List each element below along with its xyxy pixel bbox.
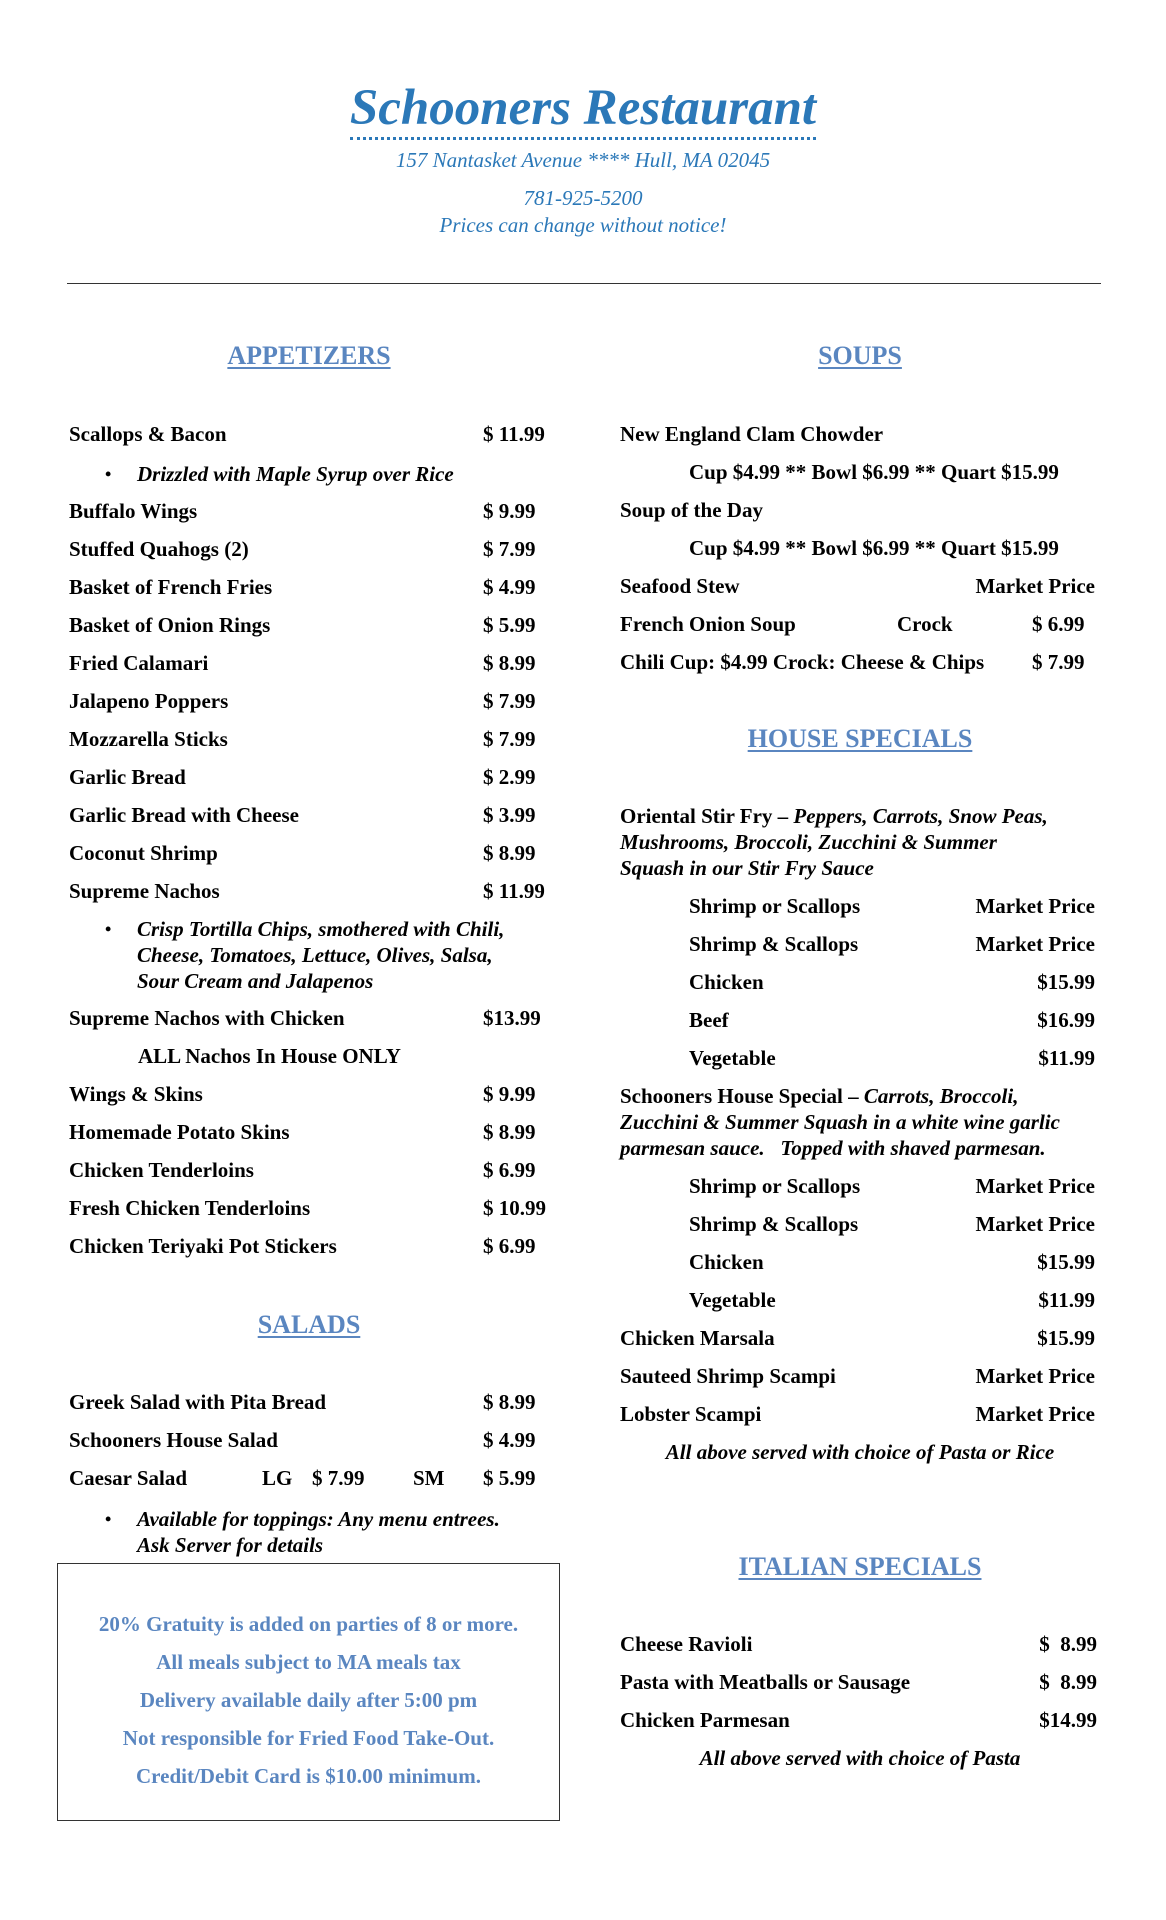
stir-fry-name: Oriental Stir Fry –	[620, 804, 794, 828]
toppings-note-line: Ask Server for details	[137, 1533, 324, 1557]
stir-fry-line-1	[620, 803, 1048, 829]
toppings-note-line: Available for toppings: Any menu entrees.	[137, 1507, 500, 1531]
menu-item-name: Basket of French Fries	[69, 575, 273, 599]
nachos-in-house-note: ALL Nachos In House ONLY	[138, 1044, 401, 1068]
notice-line: 20% Gratuity is added on parties of 8 or more.	[98, 1612, 519, 1636]
menu-item-name: Fresh Chicken Tenderloins	[69, 1196, 311, 1220]
menu-item-name: Mozzarella Sticks	[69, 727, 228, 751]
restaurant-phone: 781-925-5200	[523, 186, 643, 210]
soup-price: $ 6.99	[1032, 612, 1085, 636]
house-special-name: Schooners House Special –	[620, 1084, 864, 1108]
italian-specials-heading: ITALIAN SPECIALS	[738, 1552, 982, 1581]
chili-price: $ 7.99	[1032, 650, 1085, 674]
stir-fry-desc: Mushrooms, Broccoli, Zucchini & Summer	[620, 830, 997, 854]
house-specials-heading: HOUSE SPECIALS	[747, 724, 973, 753]
stir-fry-desc: Peppers, Carrots, Snow Peas,	[793, 804, 1048, 828]
menu-item-price: $ 8.99	[483, 651, 536, 675]
menu-item-name: Chicken Marsala	[620, 1326, 775, 1350]
menu-item-name: Pasta with Meatballs or Sausage	[620, 1670, 911, 1694]
soup-name: New England Clam Chowder	[620, 422, 884, 446]
soups-heading: SOUPS	[818, 341, 902, 370]
menu-item-price: $14.99	[1039, 1708, 1097, 1732]
option-price: Market Price	[975, 932, 1095, 956]
option-name: Shrimp & Scallops	[689, 1212, 859, 1236]
menu-item-name: Chicken Teriyaki Pot Stickers	[69, 1234, 337, 1258]
soup-sizes: Cup $4.99 ** Bowl $6.99 ** Quart $15.99	[689, 460, 1059, 484]
soup-name: French Onion Soup	[620, 612, 796, 636]
menu-item-price: $ 3.99	[483, 803, 536, 827]
menu-item-name: Sauteed Shrimp Scampi	[620, 1364, 836, 1388]
option-name: Shrimp or Scallops	[689, 894, 861, 918]
menu-item-name: Stuffed Quahogs (2)	[69, 537, 249, 561]
caesar-sm-label: SM	[413, 1466, 445, 1490]
menu-item-name: Basket of Onion Rings	[69, 613, 271, 637]
menu-item-name: Chicken Parmesan	[620, 1708, 790, 1732]
menu-item-name: Lobster Scampi	[620, 1402, 762, 1426]
menu-item-price: $ 9.99	[483, 499, 536, 523]
notice-line: All meals subject to MA meals tax	[156, 1650, 461, 1674]
menu-item-price: Market Price	[975, 1364, 1095, 1388]
menu-item-price: $ 9.99	[483, 1082, 536, 1106]
option-price: $15.99	[1037, 1250, 1095, 1274]
menu-item-name: Homemade Potato Skins	[69, 1120, 290, 1144]
house-served-note: All above served with choice of Pasta or Rice	[665, 1440, 1055, 1464]
menu-item-price: $ 7.99	[483, 727, 536, 751]
house-special-desc: Carrots, Broccoli,	[863, 1084, 1019, 1108]
header-divider	[67, 283, 1101, 284]
chili-line: Chili Cup: $4.99 Crock: Cheese & Chips	[620, 650, 985, 674]
option-name: Vegetable	[689, 1288, 776, 1312]
nachos-note-line: Cheese, Tomatoes, Lettuce, Olives, Salsa,	[137, 943, 493, 967]
menu-item-name: Greek Salad with Pita Bread	[69, 1390, 327, 1414]
menu-item-price: Market Price	[975, 1402, 1095, 1426]
option-price: $11.99	[1038, 1288, 1095, 1312]
menu-item-name: Garlic Bread with Cheese	[69, 803, 299, 827]
soup-price: Market Price	[975, 574, 1095, 598]
option-name: Vegetable	[689, 1046, 776, 1070]
price-change-notice: Prices can change without notice!	[439, 213, 727, 237]
option-price: $11.99	[1038, 1046, 1095, 1070]
nachos-note-line: Sour Cream and Jalapenos	[137, 969, 374, 993]
menu-item-name: Fried Calamari	[69, 651, 209, 675]
nachos-note-line: Crisp Tortilla Chips, smothered with Chili,	[137, 917, 505, 941]
bullet-icon: •	[105, 919, 112, 939]
menu-item-price: $ 5.99	[483, 613, 536, 637]
menu-item-name: Coconut Shrimp	[69, 841, 218, 865]
soup-name: Soup of the Day	[620, 498, 763, 522]
stir-fry-desc: Squash in our Stir Fry Sauce	[620, 856, 874, 880]
notice-line: Not responsible for Fried Food Take-Out.	[122, 1726, 495, 1750]
menu-item-price: $ 11.99	[483, 422, 545, 446]
menu-item-price: $ 6.99	[483, 1158, 536, 1182]
caesar-lg-label: LG	[262, 1466, 293, 1490]
scallops-note: Drizzled with Maple Syrup over Rice	[137, 462, 454, 486]
menu-item-price: $ 4.99	[483, 575, 536, 599]
menu-item-price: $ 8.99	[483, 1120, 536, 1144]
option-name: Shrimp & Scallops	[689, 932, 859, 956]
soup-size: Crock	[897, 612, 953, 636]
caesar-lg-price: $ 7.99	[312, 1466, 365, 1490]
option-name: Beef	[689, 1008, 729, 1032]
option-name: Chicken	[689, 970, 764, 994]
bullet-icon: •	[105, 464, 112, 484]
soup-sizes: Cup $4.99 ** Bowl $6.99 ** Quart $15.99	[689, 536, 1059, 560]
menu-item-name: Chicken Tenderloins	[69, 1158, 254, 1182]
salads-heading: SALADS	[257, 1310, 361, 1339]
restaurant-address: 157 Nantasket Avenue **** Hull, MA 02045	[395, 148, 771, 172]
menu-item-price: $15.99	[1037, 1326, 1095, 1350]
option-price: $16.99	[1037, 1008, 1095, 1032]
option-price: $15.99	[1037, 970, 1095, 994]
option-name: Shrimp or Scallops	[689, 1174, 861, 1198]
menu-item-name: Supreme Nachos	[69, 879, 220, 903]
restaurant-title: Schooners Restaurant	[0, 78, 1166, 138]
menu-item-price: $ 8.99	[483, 1390, 536, 1414]
option-price: Market Price	[975, 894, 1095, 918]
caesar-sm-price: $ 5.99	[483, 1466, 536, 1490]
notice-line: Delivery available daily after 5:00 pm	[139, 1688, 478, 1712]
house-special-line-1	[620, 1083, 1018, 1109]
appetizers-heading: APPETIZERS	[227, 341, 391, 370]
italian-served-note: All above served with choice of Pasta	[699, 1746, 1021, 1770]
option-price: Market Price	[975, 1174, 1095, 1198]
soup-name: Seafood Stew	[620, 574, 740, 598]
menu-item-price: $ 10.99	[483, 1196, 546, 1220]
house-special-desc: parmesan sauce. Topped with shaved parmesan.	[620, 1136, 1046, 1160]
option-name: Chicken	[689, 1250, 764, 1274]
menu-item-price: $ 7.99	[483, 537, 536, 561]
notice-line: Credit/Debit Card is $10.00 minimum.	[136, 1764, 481, 1788]
bullet-icon: •	[105, 1509, 112, 1529]
menu-item-name: Schooners House Salad	[69, 1428, 278, 1452]
menu-item-price: $ 11.99	[483, 879, 545, 903]
option-price: Market Price	[975, 1212, 1095, 1236]
menu-item-name: Garlic Bread	[69, 765, 186, 789]
menu-item-price: $ 8.99	[1039, 1632, 1097, 1656]
menu-item-name: Jalapeno Poppers	[69, 689, 229, 713]
menu-item-price: $ 2.99	[483, 765, 536, 789]
menu-item-price: $ 8.99	[483, 841, 536, 865]
menu-item-price: $ 6.99	[483, 1234, 536, 1258]
menu-item-price: $ 4.99	[483, 1428, 536, 1452]
menu-item-name: Scallops & Bacon	[69, 422, 227, 446]
menu-item-name: Supreme Nachos with Chicken	[69, 1006, 345, 1030]
menu-item-price: $ 8.99	[1039, 1670, 1097, 1694]
menu-item-price: $13.99	[483, 1006, 541, 1030]
caesar-salad-name: Caesar Salad	[69, 1466, 188, 1490]
house-special-desc: Zucchini & Summer Squash in a white wine garlic	[620, 1110, 1060, 1134]
menu-item-price: $ 7.99	[483, 689, 536, 713]
menu-item-name: Buffalo Wings	[69, 499, 198, 523]
menu-item-name: Wings & Skins	[69, 1082, 203, 1106]
menu-item-name: Cheese Ravioli	[620, 1632, 753, 1656]
